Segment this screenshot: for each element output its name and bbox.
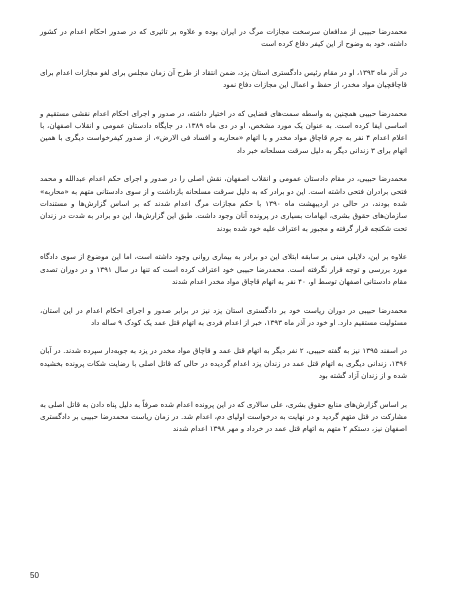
paragraph-1: محمدرضا حبیبی از مدافعان سرسخت مجازات مرگ در ایران بوده و علاوه بر تاثیری که در صدور احکام اعدام در کشور داشته، خود به وضوح از این کیفر دفاع کرده است	[40, 27, 407, 49]
paragraph-5: علاوه بر این، دلایلی مبنی بر سابقه ابتلای این دو برادر به بیماری روانی وجود داشته است، اما این موضوع از سوی دادگاه مورد بررسی و توجه قرار نگرفته است. محمدرضا حبیبی خود اعتراف کرده است که تنها در سال ۱۳۹۱ و در دوران تصدی مقام دادستانی اصفهان توسط او، ۴۰ نفر به اتهام قاچاق مواد مخدر اعدام شدند	[40, 252, 407, 287]
paragraph-6: محمدرضا حبیبی در دوران ریاست خود بر دادگستری استان یزد نیز در برابر صدور و اجرای احکام اعدام در این استان، مسئولیت مستقیم دارد. او خود در آذر ماه ۱۳۹۳، خبر از اعدام فردی به اتهام قتل عمد یک کودک ۹ ساله داد	[40, 305, 407, 327]
paragraph-2: در آذر ماه ۱۳۹۳، او در مقام رئیس دادگستری استان یزد، ضمن انتقاد از طرح آن زمان مجلس برای لغو مجازات اعدام برای قاچاقچیان مواد مخدر، از حفظ و اعمال این مجازات دفاع نمود	[40, 67, 407, 90]
paragraph-7: در اسفند ۱۳۹۵ نیز به گفته حبیبی، ۲ نفر دیگر به اتهام قتل عمد و قاچاق مواد مخدر در یزد به جوبه‌دار سپرده شدند. در آبان ۱۳۹۶، زندانی دیگری به اتهام قتل عمد در زندان یزد اعدام گردیده در حالی که قاتل اصلی با رضایت شکات پرونده بخشیده شده و از زندان آزاد گشته بود	[40, 346, 408, 381]
paragraph-4: محمدرضا حبیبی، در مقام دادستان عمومی و انقلاب اصفهان، نقش اصلی را در صدور و اجرای حکم اعدام عبدالله و محمد فتحی برادران فتحی داشته است. این دو برادر که به دلیل سرقت مسلحانه بازداشت و از سوی دادستانی متهم به «محاربه» شده بودند، در حالی در اردیبهشت ماه ۱۳۹۰ با حکم مجازات مرگ اعدام شدند که بر اساس گزارش‌ها و مستندات سازمان‌های حقوق بشری، ابهامات بسیاری در پرونده آنان وجود داشت. طبق این گزارش‌ها، این دو برادر به شدت در زندان تحت شکنجه قرار گرفته و مجبور به اعتراف علیه خود شده بودند	[40, 174, 407, 233]
paragraph-3: محمدرضا حبیبی همچنین به واسطه سمت‌های قضایی که در اختیار داشته، در صدور و اجرای احکام اعدام نقشی مستقیم و اساسی ایفا کرده است. به عنوان یک مورد مشخص، او در دی ماه ۱۳۸۹، در جایگاه دادستان عمومی و انقلاب اصفهان، با اعلام اعدام ۴ نفر به جرم قاچاق مواد مخدر و با اتهام «محاربه و افساد فی الارض»، از صدور کیفرخواست دیگری با همین اتهام برای ۳ زندانی دیگر به دلیل سرقت مسلحانه خبر داد	[40, 108, 407, 155]
document-body	[40, 26, 407, 452]
paragraph-8: بر اساس گزارش‌های منابع حقوق بشری، علی سالاری که در این پرونده اعدام شده صرفاً به دلیل پناه دادن به قاتل اصلی به مشارکت در قتل متهم گردید و در نهایت به درخواست اولیای دم، اعدام شد. در زمان ریاست محمدرضا حبیبی بر دادگستری اصفهان نیز، دستکم ۲ متهم به اتهام قتل عمد در خرداد و مهر ۱۳۹۸ اعدام شدند	[40, 399, 407, 434]
page-number: 50	[30, 571, 39, 580]
